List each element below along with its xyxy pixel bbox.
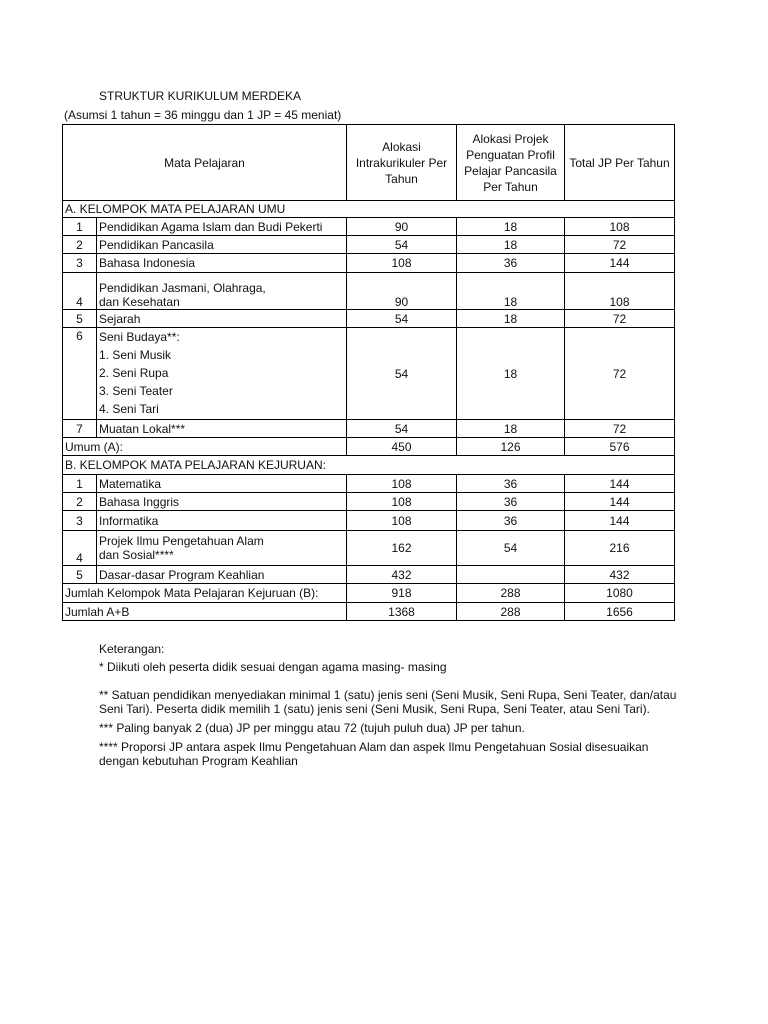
subject-name: Dasar-dasar Program Keahlian (97, 566, 347, 584)
intra-value: 54 (347, 310, 457, 328)
intra-value: 54 (347, 420, 457, 438)
grand-total-label: Jumlah A+B (63, 603, 347, 621)
note-2: ** Satuan pendidikan menyediakan minimal 1 (satu) jenis seni (Seni Musik, Seni Rupa, Seni Teater, dan/atau Seni Tari). Peserta didik memilih 1 (satu) jenis seni (Seni Musik, Seni Rupa, Seni Teater, atau Seni Tari). (99, 688, 677, 716)
row-number: 7 (63, 420, 97, 438)
table-row (63, 420, 675, 438)
row-number: 2 (63, 236, 97, 254)
intra-value: 162 (347, 531, 457, 566)
row-number: 3 (63, 511, 97, 531)
subject-name (97, 273, 347, 310)
subject-name: Sejarah (97, 310, 347, 328)
subject-name: Pendidikan Pancasila (97, 236, 347, 254)
total-value: 432 (565, 566, 675, 584)
art-option: 1. Seni Musik (99, 348, 172, 362)
row-number: 6 (63, 328, 97, 420)
total-value: 216 (565, 531, 675, 566)
notes-heading: Keterangan: (99, 642, 165, 656)
projek-value: 288 (457, 584, 565, 603)
projek-value: 18 (457, 236, 565, 254)
intra-value: 90 (347, 273, 457, 310)
subject-name-line: Projek Ilmu Pengetahuan Alam (99, 534, 264, 548)
row-number: 4 (63, 531, 97, 566)
table-row (63, 475, 675, 493)
projek-value (457, 566, 565, 584)
table-row (63, 218, 675, 236)
subtotal-row (63, 584, 675, 603)
total-value: 144 (565, 493, 675, 511)
total-value: 576 (565, 438, 675, 456)
table-row (63, 566, 675, 584)
subtotal-label: Umum (A): (63, 438, 347, 456)
intra-value: 108 (347, 254, 457, 273)
total-value: 144 (565, 254, 675, 273)
projek-value: 126 (457, 438, 565, 456)
total-value: 108 (565, 273, 675, 310)
group-b-label: B. KELOMPOK MATA PELAJARAN KEJURUAN: (63, 456, 675, 475)
intra-value: 108 (347, 475, 457, 493)
header-projek: Alokasi Projek Penguatan Profil Pelajar Pancasila Per Tahun (457, 125, 565, 201)
header-total: Total JP Per Tahun (565, 125, 675, 201)
art-option: 3. Seni Teater (99, 384, 173, 398)
projek-value: 54 (457, 531, 565, 566)
projek-value: 18 (457, 218, 565, 236)
projek-value: 18 (457, 328, 565, 420)
table-header-row (63, 125, 675, 201)
subject-name: Bahasa Indonesia (97, 254, 347, 273)
row-number: 3 (63, 254, 97, 273)
intra-value: 54 (347, 328, 457, 420)
intra-value: 90 (347, 218, 457, 236)
row-number: 1 (63, 475, 97, 493)
total-value: 72 (565, 310, 675, 328)
subject-name: Bahasa Inggris (97, 493, 347, 511)
art-option: 2. Seni Rupa (99, 366, 169, 380)
total-value: 108 (565, 218, 675, 236)
subject-name (97, 328, 347, 420)
group-b-row (63, 456, 675, 475)
intra-value: 1368 (347, 603, 457, 621)
subject-name: Informatika (97, 511, 347, 531)
projek-value: 36 (457, 511, 565, 531)
subject-name (97, 531, 347, 566)
intra-value: 54 (347, 236, 457, 254)
projek-value: 36 (457, 254, 565, 273)
intra-value: 918 (347, 584, 457, 603)
total-value: 72 (565, 328, 675, 420)
total-value: 72 (565, 236, 675, 254)
total-value: 72 (565, 420, 675, 438)
page-subtitle: (Asumsi 1 tahun = 36 minggu dan 1 JP = 45 meniat) (64, 108, 342, 122)
subject-name-line: dan Kesehatan (99, 295, 180, 309)
group-a-row (63, 201, 675, 218)
row-number: 1 (63, 218, 97, 236)
subject-name-line: Pendidikan Jasmani, Olahraga, (99, 281, 266, 295)
subtotal-row (63, 438, 675, 456)
projek-value: 18 (457, 310, 565, 328)
projek-value: 36 (457, 475, 565, 493)
subject-name-line: dan Sosial**** (99, 548, 174, 562)
subject-name-line: Seni Budaya**: (99, 330, 180, 344)
header-intrakurikuler: Alokasi Intrakurikuler Per Tahun (347, 125, 457, 201)
projek-value: 288 (457, 603, 565, 621)
grand-total-row (63, 603, 675, 621)
row-number: 4 (63, 273, 97, 310)
table-row (63, 254, 675, 273)
page-title: STRUKTUR KURIKULUM MERDEKA (99, 89, 302, 103)
table-row (63, 328, 675, 420)
note-1: * Diikuti oleh peserta didik sesuai dengan agama masing- masing (99, 660, 447, 674)
projek-value: 36 (457, 493, 565, 511)
projek-value: 18 (457, 273, 565, 310)
table-row (63, 310, 675, 328)
table-row (63, 493, 675, 511)
subject-name: Matematika (97, 475, 347, 493)
table-row (63, 531, 675, 566)
total-value: 144 (565, 511, 675, 531)
intra-value: 108 (347, 511, 457, 531)
intra-value: 108 (347, 493, 457, 511)
intra-value: 450 (347, 438, 457, 456)
group-a-label: A. KELOMPOK MATA PELAJARAN UMU (63, 201, 675, 218)
note-4: **** Proporsi JP antara aspek Ilmu Pengetahuan Alam dan aspek Ilmu Pengetahuan Sosial disesuaikan dengan kebutuhan Program Keahlian (99, 740, 649, 768)
row-number: 5 (63, 566, 97, 584)
notes-section (99, 642, 679, 768)
curriculum-table (62, 124, 675, 621)
art-option: 4. Seni Tari (99, 402, 159, 416)
projek-value: 18 (457, 420, 565, 438)
table-row (63, 273, 675, 310)
subject-name: Muatan Lokal*** (97, 420, 347, 438)
note-3: *** Paling banyak 2 (dua) JP per minggu atau 72 (tujuh puluh dua) JP per tahun. (99, 721, 525, 735)
header-subject: Mata Pelajaran (63, 125, 347, 201)
subject-name: Pendidikan Agama Islam dan Budi Pekerti (97, 218, 347, 236)
table-row (63, 511, 675, 531)
row-number: 5 (63, 310, 97, 328)
intra-value: 432 (347, 566, 457, 584)
subtotal-label: Jumlah Kelompok Mata Pelajaran Kejuruan (B): (63, 584, 347, 603)
total-value: 1656 (565, 603, 675, 621)
table-row (63, 236, 675, 254)
total-value: 144 (565, 475, 675, 493)
total-value: 1080 (565, 584, 675, 603)
row-number: 2 (63, 493, 97, 511)
